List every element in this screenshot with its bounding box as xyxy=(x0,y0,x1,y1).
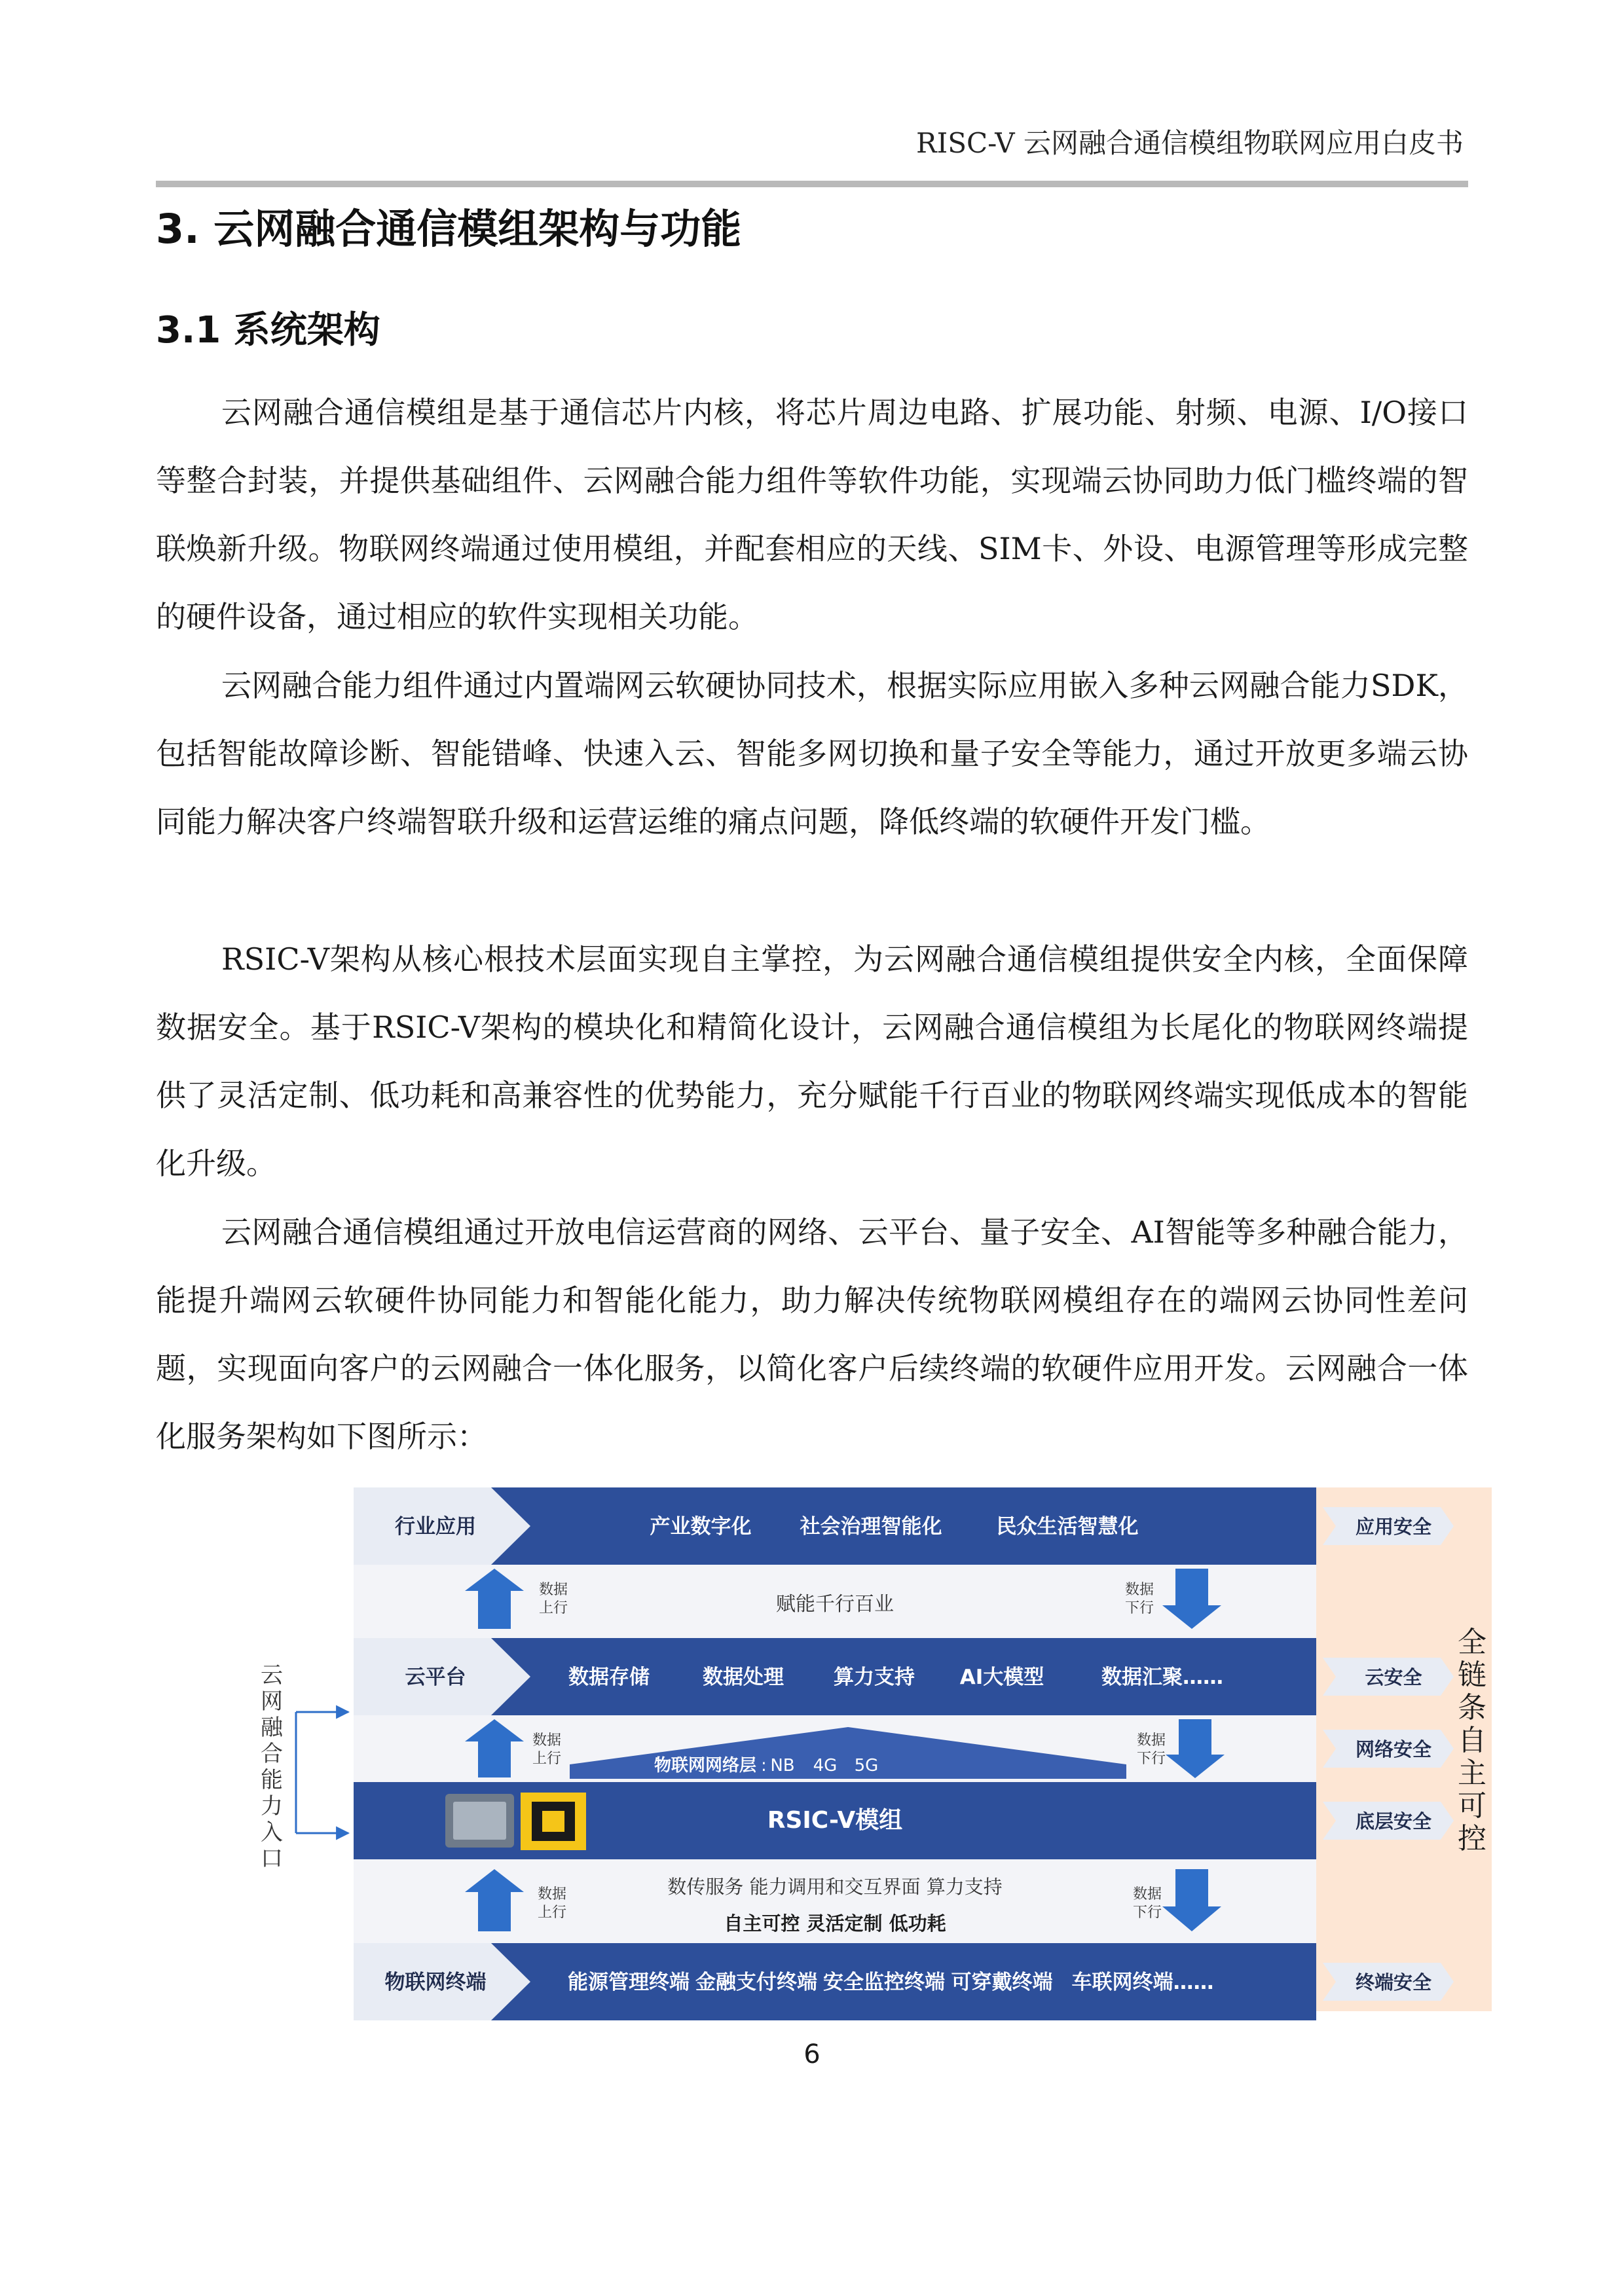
down-label-3a: 数据 xyxy=(1132,1886,1162,1903)
cloud-label: 云平台 xyxy=(405,1666,466,1689)
cloud-item-1: 数据存储 xyxy=(568,1666,650,1689)
security-network-label: 网络安全 xyxy=(1355,1738,1432,1760)
paragraph-2: 云网融合能力组件通过内置端网云软硬协同技术，根据实际应用嵌入多种云网融合能力SDK，包括智能故障诊断、智能错峰、快速入云、智能多网切换和量子安全等能力，通过开放更多端云协同能力解决客户终端智联升级和运营运维的痛点问题，降低终端的软硬件开发门槛。 xyxy=(156,668,1468,839)
security-cloud-label: 云安全 xyxy=(1365,1666,1422,1688)
page-number: 6 xyxy=(803,2039,821,2069)
left-bracket xyxy=(296,1712,347,1833)
security-app-label: 应用安全 xyxy=(1355,1516,1432,1538)
down-label-1b: 下行 xyxy=(1124,1600,1154,1616)
industry-item-2: 社会治理智能化 xyxy=(800,1515,942,1539)
running-header: RISC-V 云网融合通信模组物联网应用白皮书 xyxy=(916,127,1464,159)
cloud-item-5: 数据汇聚…… xyxy=(1101,1666,1223,1689)
up-label-2a: 数据 xyxy=(532,1732,562,1749)
terminal-item-1: 能源管理终端 xyxy=(568,1971,690,1994)
terminal-item-4: 可穿戴终端 xyxy=(951,1971,1053,1994)
up-label-1b: 上行 xyxy=(538,1600,568,1616)
network-label: 物联网网络层 xyxy=(654,1756,756,1776)
down-label-2b: 下行 xyxy=(1136,1751,1166,1767)
module-label: RSIC-V模组 xyxy=(767,1807,903,1834)
header-divider xyxy=(156,181,1468,187)
empower-text: 赋能千行百业 xyxy=(776,1593,894,1616)
terminal-item-3: 安全监控终端 xyxy=(823,1971,945,1994)
terminal-label: 物联网终端 xyxy=(384,1971,487,1994)
network-item-4g: 4G xyxy=(813,1756,838,1776)
up-label-1a: 数据 xyxy=(538,1582,568,1598)
subsection-title: 3.1 系统架构 xyxy=(156,309,380,352)
left-vertical-label: 云网融合能力入口 xyxy=(261,1662,283,1872)
industry-label: 行业应用 xyxy=(395,1515,476,1539)
svg-text::: : xyxy=(761,1756,767,1776)
paragraph-3: RSIC-V架构从核心根技术层面实现自主掌控，为云网融合通信模组提供安全内核，全面保障数据安全。基于RSIC-V架构的模块化和精简化设计，云网融合通信模组为长尾化的物联网终端提供了灵活定制、低功耗和高兼容性的优势能力，充分赋能千行百业的物联网终端实现低成本的智能化升级。 xyxy=(156,941,1468,1181)
security-base-label: 底层安全 xyxy=(1355,1810,1432,1832)
paragraph-4: 云网融合通信模组通过开放电信运营商的网络、云平台、量子安全、AI智能等多种融合能力，能提升端网云软硬件协同能力和智能化能力，助力解决传统物联网模组存在的端网云协同性差问题，实现面向客户的云网融合一体化服务，以简化客户后续终端的软硬件应用开发。云网融合一体化服务架构如下图所示： xyxy=(156,1214,1468,1454)
up-label-3a: 数据 xyxy=(537,1886,567,1903)
chip-icon xyxy=(521,1793,586,1850)
network-item-5g: 5G xyxy=(854,1756,879,1776)
up-label-2b: 上行 xyxy=(532,1751,562,1767)
down-label-1a: 数据 xyxy=(1124,1582,1154,1598)
section-title: 3. 云网融合通信模组架构与功能 xyxy=(156,205,742,253)
cloud-item-3: 算力支持 xyxy=(834,1666,915,1689)
down-label-2a: 数据 xyxy=(1136,1732,1166,1749)
industry-item-1: 产业数字化 xyxy=(650,1515,752,1539)
services-line-2: 自主可控 灵活定制 低功耗 xyxy=(724,1912,946,1935)
architecture-diagram xyxy=(249,1486,1522,2036)
cloud-item-2: 数据处理 xyxy=(703,1666,784,1689)
security-terminal-label: 终端安全 xyxy=(1355,1971,1432,1994)
industry-item-3: 民众生活智慧化 xyxy=(996,1515,1139,1539)
down-label-3b: 下行 xyxy=(1132,1904,1162,1921)
right-vertical-label: 全链条自主可控 xyxy=(1458,1626,1486,1855)
paragraph-1: 云网融合通信模组是基于通信芯片内核，将芯片周边电路、扩展功能、射频、电源、I/O接口等整合封装，并提供基础组件、云网融合能力组件等软件功能，实现端云协同助力低门槛终端的智联焕新升级。物联网终端通过使用模组，并配套相应的天线、SIM卡、外设、电源管理等形成完整的硬件设备，通过相应的软件实现相关功能。 xyxy=(156,395,1468,634)
up-label-3b: 上行 xyxy=(537,1904,567,1921)
cloud-item-4: AI大模型 xyxy=(959,1666,1044,1689)
module-chip-icon xyxy=(445,1794,514,1848)
terminal-item-2: 金融支付终端 xyxy=(695,1971,817,1994)
terminal-item-5: 车联网终端…… xyxy=(1071,1971,1214,1994)
services-line-1: 数传服务 能力调用和交互界面 算力支持 xyxy=(667,1876,1003,1898)
network-item-nb: NB xyxy=(770,1756,795,1776)
